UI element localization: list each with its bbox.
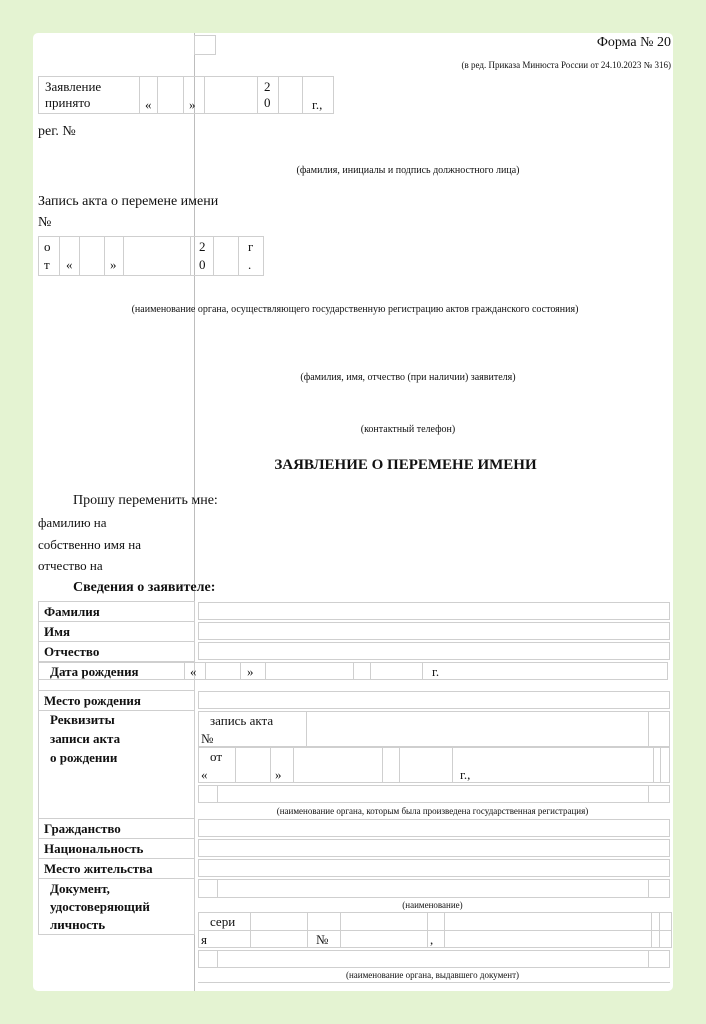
record-year-suffix-1: г: [248, 239, 254, 254]
phone-caption: (контактный телефон): [360, 424, 456, 435]
revision-note: (в ред. Приказа Минюста России от 24.10.2023 № 316): [461, 60, 671, 70]
document-title: ЗАЯВЛЕНИЕ О ПЕРЕМЕНЕ ИМЕНИ: [274, 457, 537, 473]
registry-office-caption: (наименование органа, осуществляющего государственную регистрацию актов гражданского состояния): [131, 304, 579, 315]
year-digit-2: 0: [264, 95, 271, 110]
id-doc-label-2: удостоверяющий: [50, 899, 150, 914]
record-quote-open: «: [66, 257, 73, 272]
reg-number-label: рег. №: [38, 124, 76, 139]
applicant-heading: Сведения о заявителе:: [73, 580, 216, 595]
quote-close: »: [189, 97, 196, 112]
birth-record-label-2: записи акта: [50, 731, 121, 746]
birth-place-label: Место рождения: [44, 693, 141, 708]
id-doc-label-3: личность: [50, 917, 106, 932]
patronymic-field[interactable]: [198, 642, 670, 660]
form-number: Форма № 20: [596, 35, 671, 50]
record-from-2: т: [44, 257, 50, 272]
birth-date-quote-open: «: [190, 664, 197, 679]
id-number-sign: №: [316, 932, 329, 947]
birth-record-label-3: о рождении: [50, 750, 118, 765]
id-issuer-caption: (наименование органа, выдавшего документ): [345, 970, 520, 980]
nationality-label: Национальность: [44, 841, 144, 856]
nationality-field[interactable]: [198, 839, 670, 857]
patronymic-label: Отчество: [44, 644, 100, 659]
id-series-label-2: я: [201, 932, 207, 947]
record-label-2: №: [38, 215, 52, 230]
request-patronymic: отчество на: [38, 558, 103, 573]
id-series-label-1: сери: [210, 914, 236, 929]
birth-record-quote-open: «: [201, 767, 208, 782]
id-comma: ,: [430, 932, 434, 947]
birth-place-field[interactable]: [198, 691, 670, 709]
corner-box: [194, 35, 216, 55]
request-surname: фамилию на: [38, 515, 107, 530]
accepted-label-2: принято: [45, 95, 91, 110]
applicant-name-caption: (фамилия, имя, отчество (при наличии) заявителя): [300, 372, 516, 383]
birth-date-label: Дата рождения: [50, 664, 139, 679]
birth-record-label-1: Реквизиты: [50, 712, 115, 727]
request-first-name: собственно имя на: [38, 537, 141, 552]
record-quote-close: »: [110, 257, 117, 272]
record-year-digit-1: 2: [199, 239, 206, 254]
record-from-1: о: [44, 239, 51, 254]
year-suffix: г.,: [312, 97, 323, 112]
birth-record-year-suffix: г.,: [460, 767, 471, 782]
residence-field[interactable]: [198, 859, 670, 877]
citizenship-label: Гражданство: [44, 821, 121, 836]
surname-field[interactable]: [198, 602, 670, 620]
birth-date-year-suffix: г.: [432, 664, 440, 679]
quote-open: «: [145, 97, 152, 112]
record-year-suffix-2: .: [248, 257, 252, 272]
id-doc-label-1: Документ,: [50, 881, 110, 896]
official-caption: [33, 165, 673, 177]
birth-record-from: от: [210, 749, 223, 764]
record-year-digit-2: 0: [199, 257, 206, 272]
surname-label: Фамилия: [44, 604, 100, 619]
birth-record-number-sign: №: [201, 731, 214, 746]
request-intro: Прошу переменить мне:: [73, 493, 218, 508]
accepted-label-1: Заявление: [45, 79, 102, 94]
birth-record-quote-close: »: [275, 767, 282, 782]
form-sheet: [33, 33, 673, 991]
year-digit-1: 2: [264, 79, 271, 94]
name-field[interactable]: [198, 622, 670, 640]
citizenship-field[interactable]: [198, 819, 670, 837]
residence-label: Место жительства: [44, 861, 153, 876]
record-label-1: Запись акта о перемене имени: [38, 194, 219, 209]
id-name-caption: (наименование): [402, 900, 463, 910]
official-caption-text: (фамилия, инициалы и подпись должностного лица): [296, 165, 520, 176]
name-label: Имя: [44, 624, 70, 639]
birth-record-office-caption: (наименование органа, которым была произведена государственная регистрация): [276, 806, 589, 816]
birth-date-quote-close: »: [247, 664, 254, 679]
birth-record-entry-label: запись акта: [210, 713, 274, 728]
